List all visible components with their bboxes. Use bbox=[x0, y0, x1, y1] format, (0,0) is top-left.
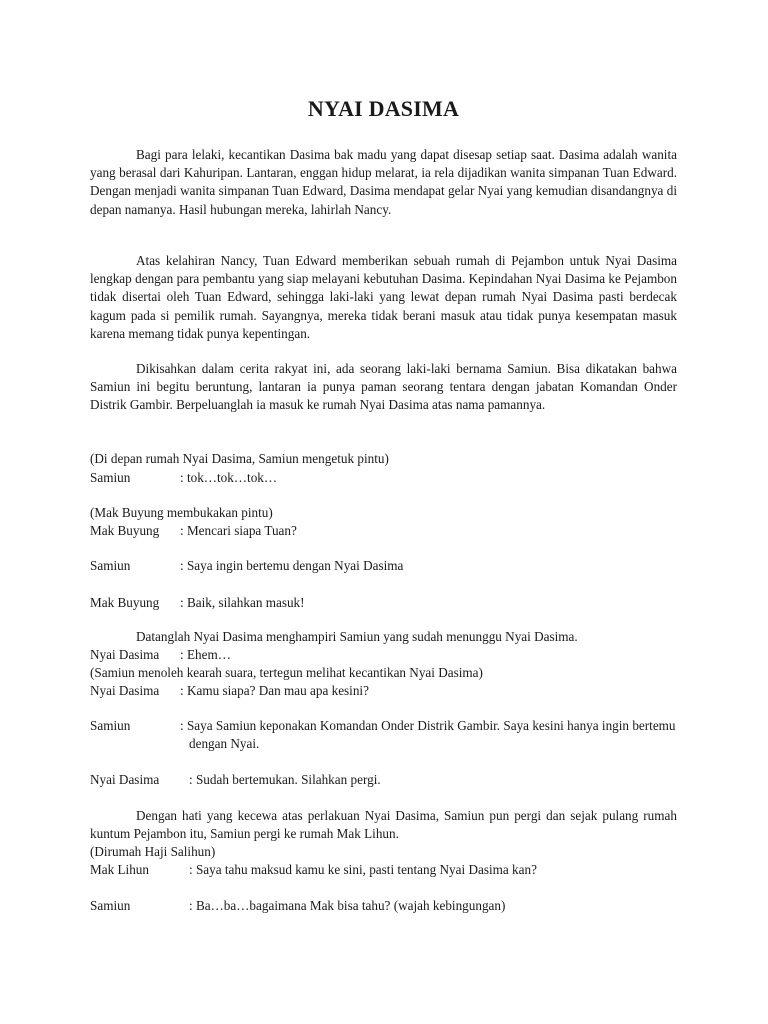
stage-direction: (Samiun menoleh kearah suara, tertegun melihat kecantikan Nyai Dasima) bbox=[90, 665, 483, 680]
speaker-name: Nyai Dasima bbox=[90, 683, 160, 698]
speaker-name: Mak Buyung bbox=[90, 595, 160, 610]
speech-text: : Saya tahu maksud kamu ke sini, pasti tentang Nyai Dasima kan? bbox=[189, 862, 537, 877]
speaker-name: Samiun bbox=[90, 558, 131, 573]
speaker-name: Mak Buyung bbox=[90, 523, 160, 538]
speaker-name: Mak Lihun bbox=[90, 862, 149, 877]
speech-text: : Sudah bertemukan. Silahkan pergi. bbox=[189, 772, 381, 787]
paragraph-datanglah: Datanglah Nyai Dasima menghampiri Samiun yang sudah menunggu Nyai Dasima. bbox=[136, 629, 578, 644]
speech-text: : Ba…ba…bagaimana Mak bisa tahu? (wajah kebingungan) bbox=[189, 898, 506, 913]
speaker-name: Nyai Dasima bbox=[90, 772, 160, 787]
speaker-name: Samiun bbox=[90, 470, 131, 485]
speech-text: : tok…tok…tok… bbox=[180, 470, 278, 485]
speaker-name: Samiun bbox=[90, 898, 131, 913]
speech-text: : Ehem… bbox=[180, 647, 231, 662]
document-title: NYAI DASIMA bbox=[307, 96, 460, 121]
speaker-name: Nyai Dasima bbox=[90, 647, 160, 662]
paragraph-samiun: Dikisahkan dalam cerita rakyat ini, ada seorang laki-laki bernama Samiun. Bisa dikatakan bahwa Samiun ini begitu beruntung, lantaran ia punya paman seorang tentara dengan jabatan Komandan Onder Distrik Gambir. Berpeluanglah ia masuk ke rumah Nyai Dasima atas nama pamannya. bbox=[90, 361, 677, 413]
speech-text: : Baik, silahkan masuk! bbox=[180, 595, 305, 610]
paragraph-kecewa: Dengan hati yang kecewa atas perlakuan Nyai Dasima, Samiun pun pergi dan sejak pulang rumah kuntum Pejambon itu, Samiun pergi ke rumah Mak Lihun. bbox=[90, 808, 677, 842]
speech-text: : Mencari siapa Tuan? bbox=[180, 523, 297, 538]
stage-direction: (Mak Buyung membukakan pintu) bbox=[90, 505, 273, 520]
paragraph-pejambon: Atas kelahiran Nancy, Tuan Edward memberikan sebuah rumah di Pejambon untuk Nyai Dasima lengkap dengan para pembantu yang siap melayani kebutuhan Dasima. Kepindahan Nyai Dasima ke Pejambon tidak disertai oleh Tuan Edward, sehingga laki-laki yang lewat depan rumah Nyai Dasima pasti berdecak kagum pada si pemilik rumah. Sayangnya, mereka tidak berani masuk atau tidak punya kesempatan masuk karena memang tidak punya kepentingan. bbox=[90, 253, 677, 341]
paragraph-intro: Bagi para lelaki, kecantikan Dasima bak madu yang dapat disesap setiap saat. Dasima adalah wanita yang berasal dari Kahuripan. Lantaran, enggan hidup melarat, ia rela dijadikan wanita simpanan Tuan Edward. Dengan menjadi wanita simpanan Tuan Edward, Dasima mendapat gelar Nyai yang kemudian disandangnya di depan namanya. Hasil hubungan mereka, lahirlah Nancy. bbox=[90, 147, 677, 217]
speech-text: : Saya ingin bertemu dengan Nyai Dasima bbox=[180, 558, 404, 573]
speech-text: : Kamu siapa? Dan mau apa kesini? bbox=[180, 683, 369, 698]
stage-direction: (Di depan rumah Nyai Dasima, Samiun mengetuk pintu) bbox=[90, 451, 389, 466]
speaker-name: Samiun bbox=[90, 718, 131, 733]
speech-text: : Saya Samiun keponakan Komandan Onder Distrik Gambir. Saya kesini hanya ingin bertemu dengan Nyai. bbox=[180, 718, 676, 752]
stage-direction: (Dirumah Haji Salihun) bbox=[90, 844, 216, 859]
